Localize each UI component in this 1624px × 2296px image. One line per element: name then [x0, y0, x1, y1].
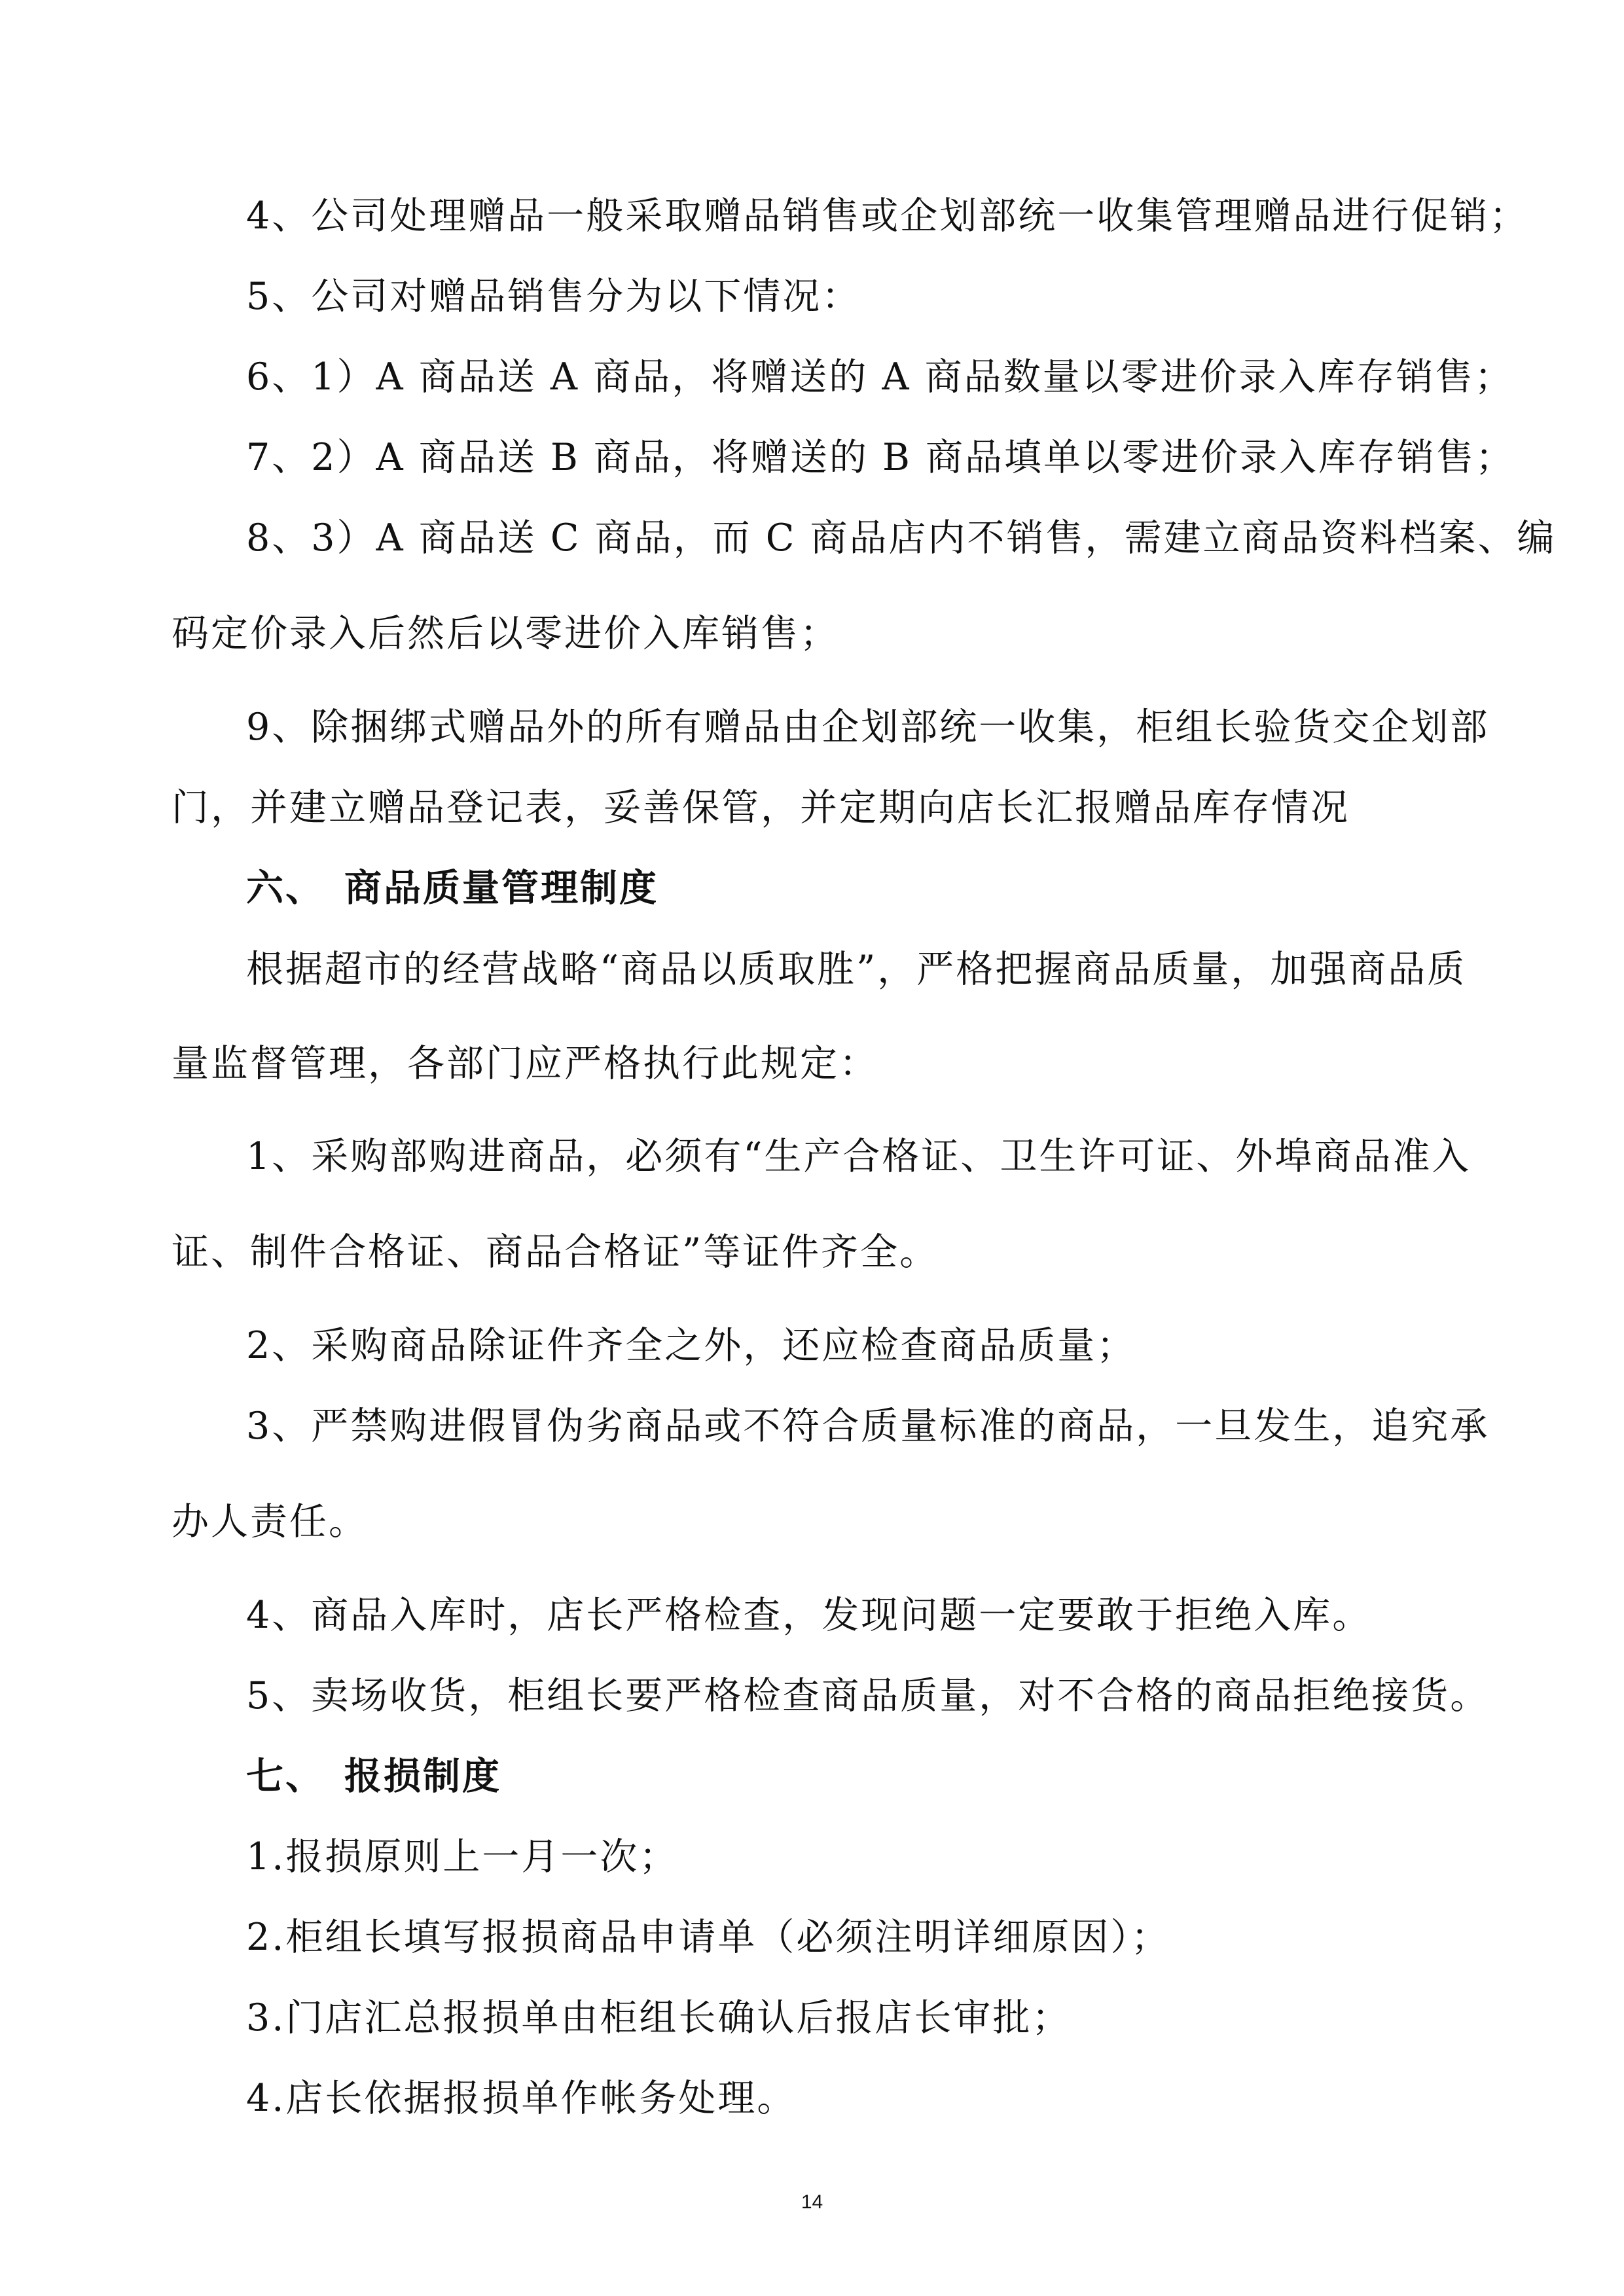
paragraph-gift-sales-cases: 5、公司对赠品销售分为以下情况： [246, 275, 861, 318]
loss-item1: 1.报损原则上一月一次； [246, 1835, 679, 1878]
paragraph-case-a-for-c-line1: 8、3）A 商品送 C 商品，而 C 商品店内不销售，需建立商品资料档案、编 [246, 516, 1557, 560]
page-number: 14 [801, 2191, 823, 2213]
loss-item4: 4.店长依据报损单作帐务处理。 [246, 2077, 797, 2120]
quality-item1-line2: 证、制件合格证、商品合格证”等证件齐全。 [171, 1230, 939, 1274]
paragraph-case-a-for-c-line2: 码定价录入后然后以零进价入库销售； [171, 612, 839, 655]
section-heading-quality [246, 855, 1468, 921]
quality-item2: 2、采购商品除证件齐全之外，还应检查商品质量； [246, 1324, 1136, 1367]
section-title: 报损制度 [344, 1755, 501, 1798]
paragraph-gift-collection-line2: 门，并建立赠品登记表，妥善保管，并定期向店长汇报赠品库存情况 [171, 786, 1350, 829]
paragraph-gift-handling: 4、公司处理赠品一般采取赠品销售或企划部统一收集管理赠品进行促销； [246, 194, 1529, 238]
quality-item5: 5、卖场收货，柜组长要严格检查商品质量，对不合格的商品拒绝接货。 [246, 1674, 1490, 1717]
quality-intro-line2: 量监督管理，各部门应严格执行此规定： [171, 1042, 878, 1085]
loss-item3: 3.门店汇总报损单由柜组长确认后报店长审批； [246, 1996, 1072, 2039]
section-number: 七、 [246, 1755, 325, 1798]
section-heading-loss-report [246, 1744, 1468, 1809]
section-number: 六、 [246, 867, 325, 910]
quality-intro-line1: 根据超市的经营战略“商品以质取胜”，严格把握商品质量，加强商品质 [246, 948, 1467, 991]
quality-item1-line1: 1、采购部购进商品，必须有“生产合格证、卫生许可证、外埠商品准入 [246, 1135, 1471, 1178]
loss-item2: 2.柜组长填写报损商品申请单（必须注明详细原因）； [246, 1916, 1170, 1959]
quality-item3-line2: 办人责任。 [171, 1500, 368, 1543]
quality-item3-line1: 3、严禁购进假冒伪劣商品或不符合质量标准的商品，一旦发生，追究承 [246, 1405, 1490, 1448]
quality-item4: 4、商品入库时，店长严格检查，发现问题一定要敢于拒绝入库。 [246, 1594, 1372, 1637]
section-title: 商品质量管理制度 [344, 867, 659, 910]
paragraph-case-a-for-b: 7、2）A 商品送 B 商品，将赠送的 B 商品填单以零进价录入库存销售； [246, 436, 1515, 479]
paragraph-case-a-for-a: 6、1）A 商品送 A 商品，将赠送的 A 商品数量以零进价录入库存销售； [246, 355, 1514, 399]
paragraph-gift-collection-line1: 9、除捆绑式赠品外的所有赠品由企划部统一收集，柜组长验货交企划部 [246, 706, 1490, 749]
